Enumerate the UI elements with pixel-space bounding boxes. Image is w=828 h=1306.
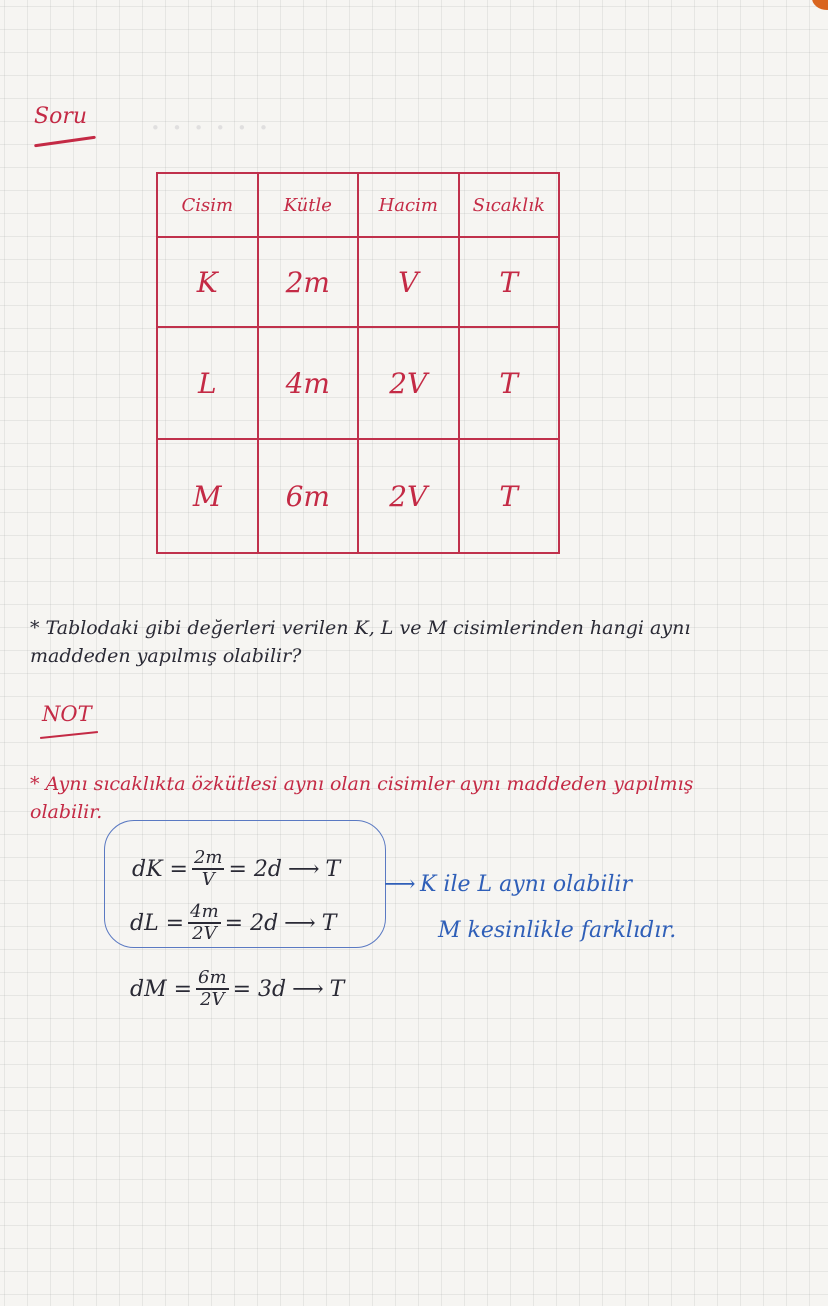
fraction-denominator: 2V xyxy=(200,989,225,1010)
fraction-numerator: 6m xyxy=(198,967,227,988)
soru-underline xyxy=(34,136,96,148)
header-cell-sicaklik: Sıcaklık xyxy=(459,173,560,237)
not-underline xyxy=(40,731,98,739)
formula-result: = 3d xyxy=(232,976,287,1002)
table-cell: 2V xyxy=(358,327,459,439)
arrow-icon: ⟶ xyxy=(284,910,316,936)
conclusion-line-1: K ile L aynı olabilir xyxy=(420,872,632,897)
bleed-through-text: · · · · · · xyxy=(150,108,269,148)
data-table xyxy=(156,172,560,554)
fraction xyxy=(196,968,229,1010)
fraction xyxy=(188,902,221,944)
formula-lhs: dM = xyxy=(130,976,193,1002)
question-line-1: * Tablodaki gibi değerleri verilen K, L ve M cisimlerinden hangi aynı xyxy=(30,617,691,639)
formula-temperature: T xyxy=(329,976,345,1002)
formula-lhs: dL = xyxy=(130,910,185,936)
question-text xyxy=(30,614,690,670)
density-formula-m xyxy=(130,968,344,1010)
note-line-1: * Aynı sıcaklıkta özkütlesi aynı olan cisimler aynı maddeden yapılmış xyxy=(30,773,694,795)
not-heading: NOT xyxy=(42,702,92,726)
table-cell: K xyxy=(157,237,258,327)
question-line-2: maddeden yapılmış olabilir? xyxy=(30,645,302,667)
note-line-2: olabilir. xyxy=(30,801,103,823)
header-cell-hacim: Hacim xyxy=(358,173,459,237)
table-cell: 6m xyxy=(258,439,359,553)
table-cell: 2m xyxy=(258,237,359,327)
arrow-icon: ⟶ xyxy=(288,856,320,882)
formula-result: = 2d xyxy=(228,856,282,882)
fraction-denominator: 2V xyxy=(192,923,217,944)
formula-lhs: dK = xyxy=(132,856,188,882)
header-cell-cisim: Cisim xyxy=(157,173,258,237)
table-cell: T xyxy=(459,327,560,439)
table-cell: L xyxy=(157,327,258,439)
arrow-icon: ⟶ xyxy=(384,872,416,897)
note-text xyxy=(30,770,693,826)
fraction-denominator: V xyxy=(201,869,215,890)
fraction-numerator: 4m xyxy=(190,901,219,922)
table-cell: V xyxy=(358,237,459,327)
table-header-row xyxy=(157,173,559,237)
density-formula-k xyxy=(132,848,340,890)
soru-heading: Soru xyxy=(34,104,88,129)
page-corner-mark xyxy=(812,0,828,10)
table-cell: T xyxy=(459,439,560,553)
header-cell-kutle: Kütle xyxy=(258,173,359,237)
formula-temperature: T xyxy=(325,856,341,882)
formula-result: = 2d xyxy=(224,910,279,936)
table-row-k xyxy=(157,237,559,327)
table-cell: T xyxy=(459,237,560,327)
table-row-m xyxy=(157,439,559,553)
density-formula-l xyxy=(130,902,336,944)
arrow-icon: ⟶ xyxy=(292,976,324,1002)
fraction-numerator: 2m xyxy=(193,847,223,868)
table-row-l xyxy=(157,327,559,439)
fraction xyxy=(192,848,225,890)
table-cell: M xyxy=(157,439,258,553)
formula-temperature: T xyxy=(321,910,337,936)
conclusion-line-2: M kesinlikle farklıdır. xyxy=(438,918,677,943)
table-cell: 2V xyxy=(358,439,459,553)
table-cell: 4m xyxy=(258,327,359,439)
